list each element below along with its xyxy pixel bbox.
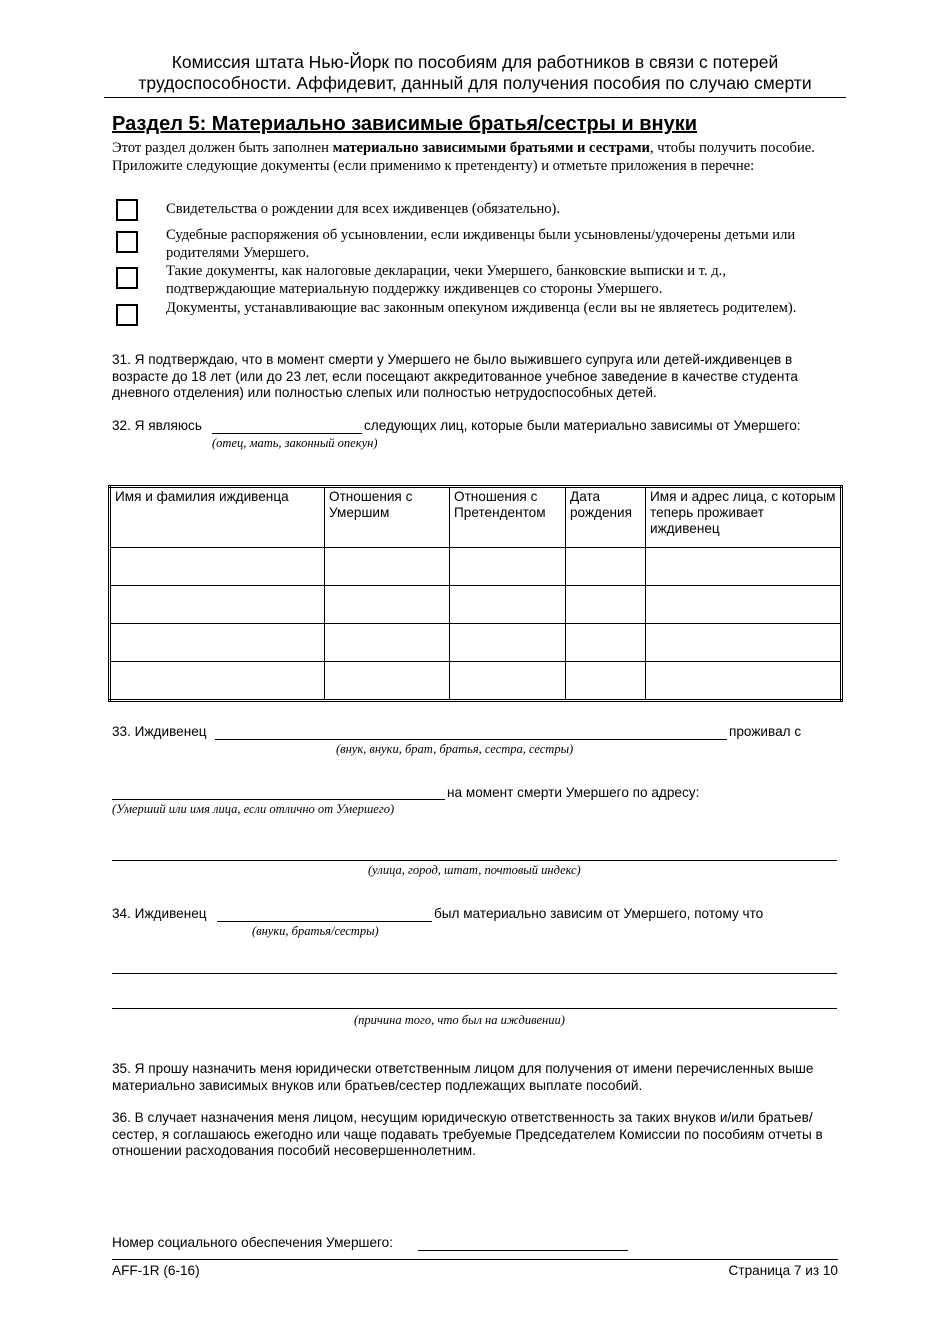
- table-cell[interactable]: [325, 662, 450, 701]
- table-cell[interactable]: [325, 624, 450, 662]
- table-cell[interactable]: [646, 548, 842, 586]
- q32-relationship-field[interactable]: [212, 433, 362, 434]
- header-line-1: Комиссия штата Нью-Йорк по пособиям для работников в связи с потерей: [171, 52, 779, 72]
- q33-address-field[interactable]: [112, 860, 837, 861]
- header-line-2: трудоспособности. Аффидевит, данный для получения пособия по случаю смерти: [138, 73, 812, 93]
- q34-reason-line-2[interactable]: [112, 1008, 837, 1009]
- col-birth-date: Дата рождения: [566, 487, 646, 548]
- table-cell[interactable]: [110, 548, 325, 586]
- table-cell[interactable]: [646, 662, 842, 701]
- checkbox-support-documents[interactable]: [116, 267, 138, 289]
- table-cell[interactable]: [110, 662, 325, 701]
- ssn-label: Номер социального обеспечения Умершего:: [112, 1235, 394, 1250]
- q34-caption-reason: (причина того, что был на иждивении): [354, 1013, 565, 1027]
- intro-text-start: Этот раздел должен быть заполнен: [112, 140, 333, 156]
- table-cell[interactable]: [646, 624, 842, 662]
- checklist-item-2: Судебные распоряжения об усыновлении, если иждивенцы были усыновлены/удочерены детьми или родителями Умершего.: [166, 227, 796, 261]
- q32-text: следующих лиц, которые были материально зависимы от Умершего:: [364, 418, 801, 433]
- q34-text: был материально зависим от Умершего, потому что: [434, 906, 764, 921]
- checklist-item-3: Такие документы, как налоговые декларации, чеки Умершего, банковские выписки и т. д., подтверждающие материальную поддержку иждивенцев со стороны Умершего.: [166, 263, 726, 297]
- page-number: Страница 7 из 10: [728, 1263, 838, 1278]
- table-cell[interactable]: [110, 586, 325, 624]
- col-current-guardian: Имя и адрес лица, с которым теперь проживает иждивенец: [646, 487, 842, 548]
- col-dependent-name: Имя и фамилия иждивенца: [110, 487, 325, 548]
- footer-divider: [112, 1259, 838, 1260]
- table-cell[interactable]: [566, 586, 646, 624]
- section-intro: [112, 139, 838, 175]
- q34-caption-dependent: (внуки, братья/сестры): [252, 924, 379, 938]
- ssn-field[interactable]: [418, 1250, 628, 1251]
- col-relation-to-claimant: Отношения с Претендентом: [450, 487, 566, 548]
- col-relation-to-deceased: Отношения с Умершим: [325, 487, 450, 548]
- table-cell[interactable]: [110, 624, 325, 662]
- table-cell[interactable]: [450, 548, 566, 586]
- checkbox-guardianship-documents[interactable]: [116, 304, 138, 326]
- q33-address-text: на момент смерти Умершего по адресу:: [447, 785, 700, 800]
- table-cell[interactable]: [646, 586, 842, 624]
- table-cell[interactable]: [566, 624, 646, 662]
- table-row: [110, 548, 842, 586]
- checklist-item-1: Свидетельства о рождении для всех иждивенцев (обязательно).: [166, 201, 561, 217]
- checkbox-adoption-orders[interactable]: [116, 231, 138, 253]
- form-id: AFF-1R (6-16): [112, 1263, 200, 1278]
- intro-text-bold: материально зависимыми братьями и сестрами: [332, 140, 650, 156]
- dependents-table: [108, 485, 843, 702]
- q33-dependent-field[interactable]: [215, 739, 727, 740]
- table-cell[interactable]: [566, 548, 646, 586]
- q33-caption-dependent: (внук, внуки, брат, братья, сестра, сестры): [336, 742, 574, 756]
- table-cell[interactable]: [450, 624, 566, 662]
- q33-label: 33. Иждивенец: [112, 724, 207, 739]
- q33-caption-person: (Умерший или имя лица, если отлично от Умершего): [112, 802, 395, 816]
- q33-person-field[interactable]: [112, 799, 445, 800]
- table-cell[interactable]: [566, 662, 646, 701]
- checklist-item-4: Документы, устанавливающие вас законным опекуном иждивенца (если вы не являетесь родителем).: [166, 300, 797, 316]
- table-row: [110, 624, 842, 662]
- q34-reason-line-1[interactable]: [112, 973, 837, 974]
- table-cell[interactable]: [450, 586, 566, 624]
- q34-dependent-field[interactable]: [217, 921, 432, 922]
- form-header: [112, 52, 838, 94]
- table-cell[interactable]: [325, 586, 450, 624]
- question-35: 35. Я прошу назначить меня юридически ответственным лицом для получения от имени перечисленных выше материально зависимых внуков или братьев/сестер подлежащих выплате пособий.: [112, 1061, 814, 1093]
- q32-caption: (отец, мать, законный опекун): [212, 436, 378, 450]
- checkbox-birth-certificates[interactable]: [116, 199, 138, 221]
- table-cell[interactable]: [325, 548, 450, 586]
- table-header-row: [110, 487, 842, 548]
- intro-text-end: , чтобы получить пособие. Приложите следующие документы (если применимо к претенденту) и отметьте приложения в перечне:: [112, 140, 815, 174]
- q33-caption-address: (улица, город, штат, почтовый индекс): [368, 863, 581, 877]
- question-36: 36. В случает назначения меня лицом, несущим юридическую ответственность за таких внуков и/или братьев/сестер, я соглашаюсь ежегодно или чаще подавать требуемые Председателем Комиссии по пособиям отчеты в отношении расходования пособий несовершеннолетним.: [112, 1110, 823, 1158]
- table-cell[interactable]: [450, 662, 566, 701]
- question-31: 31. Я подтверждаю, что в момент смерти у Умершего не было выжившего супруга или детей-иждивенцев в возрасте до 18 лет (или до 23 лет, если посещают аккредитованное учебное заведение в качестве студента дневного отделения) или полностью слепых или полностью нетрудоспособных детей.: [112, 352, 798, 400]
- section-title: Раздел 5: Материально зависимые братья/сестры и внуки: [112, 113, 698, 135]
- q33-lived-with-text: проживал с: [729, 724, 802, 739]
- header-divider: [104, 97, 846, 98]
- table-row: [110, 662, 842, 701]
- q34-label: 34. Иждивенец: [112, 906, 207, 921]
- table-row: [110, 586, 842, 624]
- q32-label: 32. Я являюсь: [112, 418, 202, 433]
